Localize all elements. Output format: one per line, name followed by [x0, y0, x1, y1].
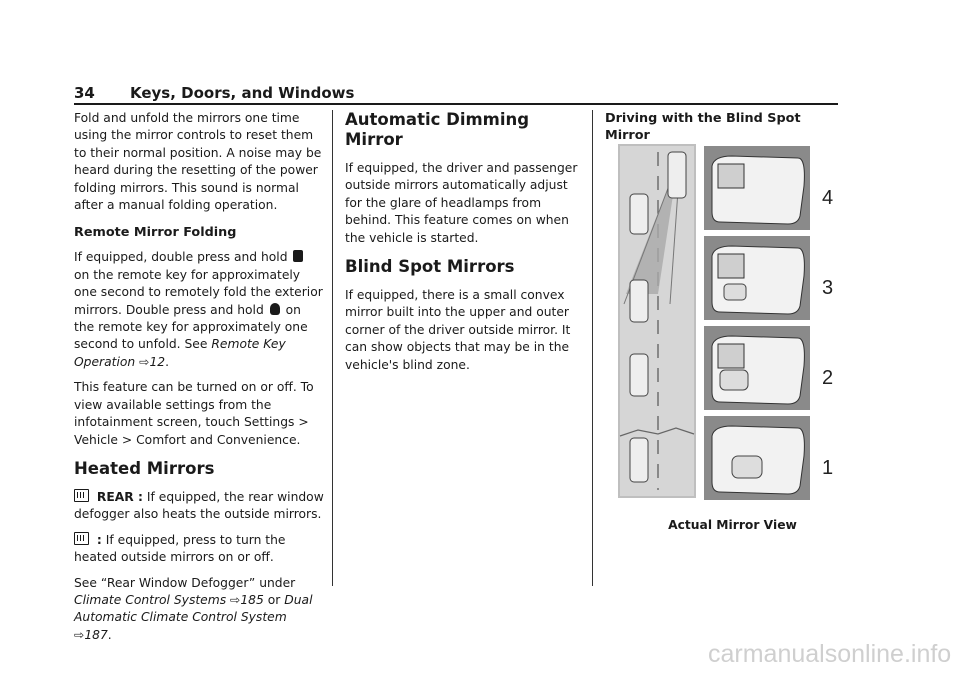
header-rule: [74, 103, 838, 105]
vehicle-1: [630, 438, 648, 482]
intro-paragraph: Fold and unfold the mirrors one time using the mirror controls to reset them to their normal position. A noise may be heard during the resetting of the power folding mirrors. This sound is normal after a manual folding operation.: [74, 111, 322, 213]
remote-text-b: on the remote key for approximately one second to remotely fold the exterior mirrors. Double press and hold: [74, 267, 323, 317]
mirror-panel-2: [704, 326, 833, 410]
panel-label-3: 3: [822, 277, 834, 299]
remote-folding-paragraph: If equipped, double press and hold on the remote key for approximately one second to remotely fold the exterior mirrors. Double press and hold on the remote key for approximately one second to unfold. See Remote Key Operation ⇨12.: [74, 250, 323, 369]
blind-spot-figure: [618, 144, 840, 500]
dual-climate-link[interactable]: Dual Automatic Climate Control System ⇨187: [74, 592, 313, 642]
mirror-panel-3: [704, 236, 833, 320]
blind-spot-heading: Blind Spot Mirrors: [345, 257, 515, 277]
blind-spot-paragraph: If equipped, there is a small convex mirror built into the upper and outer corner of the driver outside mirror. It can show objects that may be in the vehicle's blind zone.: [345, 288, 571, 372]
mirror-panel-1: [704, 416, 833, 500]
mirror-heat-label: :: [96, 532, 102, 547]
page-number: 34: [74, 84, 95, 102]
remote-key-operation-link[interactable]: Remote Key Operation ⇨12: [74, 337, 286, 369]
lock-key-icon: [293, 250, 303, 262]
column-divider-1: [332, 110, 333, 586]
figure-caption: Actual Mirror View: [668, 518, 797, 532]
panel-label-4: 4: [822, 187, 834, 209]
panel-label-2: 2: [822, 367, 834, 389]
mirror-heat-icon: [74, 532, 89, 545]
driving-blind-spot-heading: Driving with the Blind Spot Mirror: [605, 111, 801, 143]
watermark: carmanualsonline.info: [708, 640, 952, 668]
heated-mirrors-heading: Heated Mirrors: [74, 458, 215, 478]
vehicle-2: [630, 354, 648, 396]
panel-label-1: 1: [822, 457, 834, 479]
page-ref-arrow-icon: ⇨: [139, 354, 150, 369]
rear-text: If equipped, the rear window defogger also heats the outside mirrors.: [74, 489, 324, 522]
see-paragraph: See “Rear Window Defogger” under Climate Control Systems ⇨185 or Dual Automatic Climate Control System ⇨187.: [74, 575, 313, 642]
auto-dimming-paragraph: If equipped, the driver and passenger outside mirrors automatically adjust for the glare of headlamps from behind. This feature comes on when the vehicle is started.: [345, 161, 578, 245]
see-text: See “Rear Window Defogger” under: [74, 575, 296, 590]
mirror-heat-text: If equipped, press to turn the heated outside mirrors on or off.: [74, 532, 286, 565]
column-2: [345, 110, 580, 382]
mirror-heat-paragraph: [74, 532, 324, 567]
rear-defog-icon: [74, 489, 89, 502]
settings-paragraph: This feature can be turned on or off. To view available settings from the infotainment screen, touch Settings > Vehicle > Comfort and Convenience.: [74, 380, 314, 447]
column-divider-2: [592, 110, 593, 586]
auto-dimming-heading: Automatic Dimming Mirror: [345, 110, 530, 149]
road-illustration: [618, 144, 696, 498]
climate-control-link[interactable]: Climate Control Systems ⇨185: [74, 592, 264, 607]
remote-folding-heading: Remote Mirror Folding: [74, 225, 237, 241]
vehicle-3: [630, 280, 648, 322]
vehicle-4: [630, 194, 648, 234]
remote-text-a: If equipped, double press and hold: [74, 250, 288, 265]
column-1: [74, 110, 324, 652]
section-title: Keys, Doors, and Windows: [130, 84, 355, 102]
rear-label: REAR :: [96, 489, 143, 504]
rear-defog-paragraph: [74, 489, 324, 524]
mirror-panel-4: [704, 146, 833, 230]
vehicle-own: [668, 152, 686, 198]
unlock-key-icon: [270, 303, 280, 315]
see-or: or: [267, 592, 281, 607]
remote-text-c: on the remote key for approximately one second to unfold. See: [74, 302, 308, 352]
